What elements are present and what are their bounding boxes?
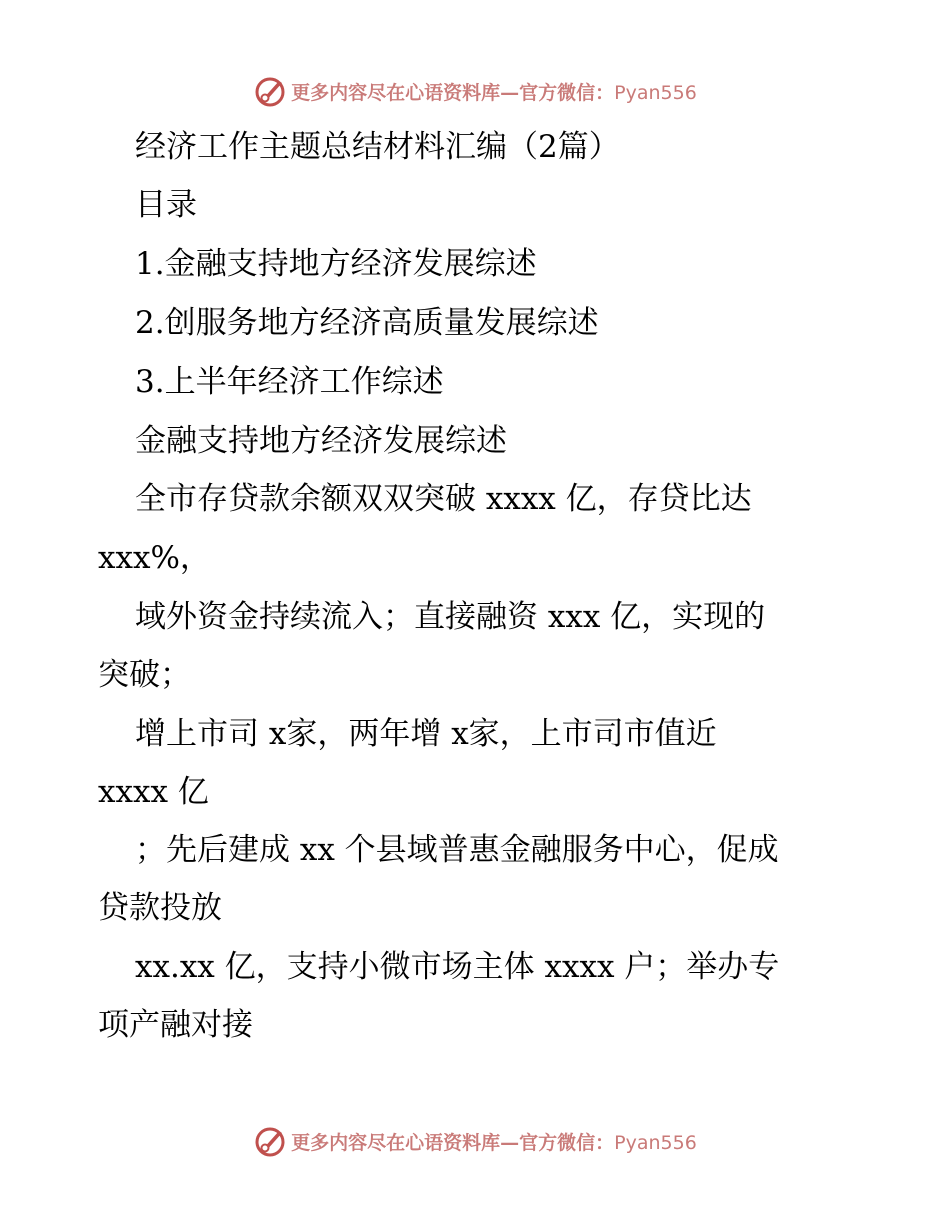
paragraph-line: 突破； [98,657,191,693]
toc-item: 2.创服务地方经济高质量发展综述 [135,305,599,341]
paragraph-line: 全市存贷款余额双双突破 xxxx 亿，存贷比达 [135,481,752,517]
paragraph-line: ；先后建成 xx 个县域普惠金融服务中心，促成 [135,832,779,868]
quill-logo-icon [253,1124,287,1158]
wechat-id: Pyan556 [614,81,697,104]
paragraph-line: 贷款投放 [98,890,222,926]
section-heading: 金融支持地方经济发展综述 [135,423,507,459]
wechat-id: Pyan556 [614,1131,697,1154]
toc-item: 1.金融支持地方经济发展综述 [135,246,537,282]
paragraph-line: xxx%， [98,540,211,576]
document-title: 经济工作主题总结材料汇编（2篇） [135,129,620,165]
paragraph-line: 域外资金持续流入；直接融资 xxx 亿，实现的 [135,599,766,635]
paragraph-line: 项产融对接 [98,1007,253,1043]
watermark-text: 更多内容尽在心语资料库—官方微信：Pyan556 [291,1131,697,1154]
paragraph-line: xx.xx 亿，支持小微市场主体 xxxx 户；举办专 [135,949,780,985]
toc-item: 3.上半年经济工作综述 [135,364,444,400]
watermark-banner-bottom [0,1121,950,1161]
paragraph-line: 增上市司 x家，两年增 x家，上市司市值近 [135,716,717,752]
quill-logo-icon [253,74,287,108]
paragraph-line: xxxx 亿 [98,774,209,810]
toc-heading: 目录 [135,187,197,223]
watermark-text: 更多内容尽在心语资料库—官方微信：Pyan556 [291,81,697,104]
watermark-banner-top [0,71,950,111]
